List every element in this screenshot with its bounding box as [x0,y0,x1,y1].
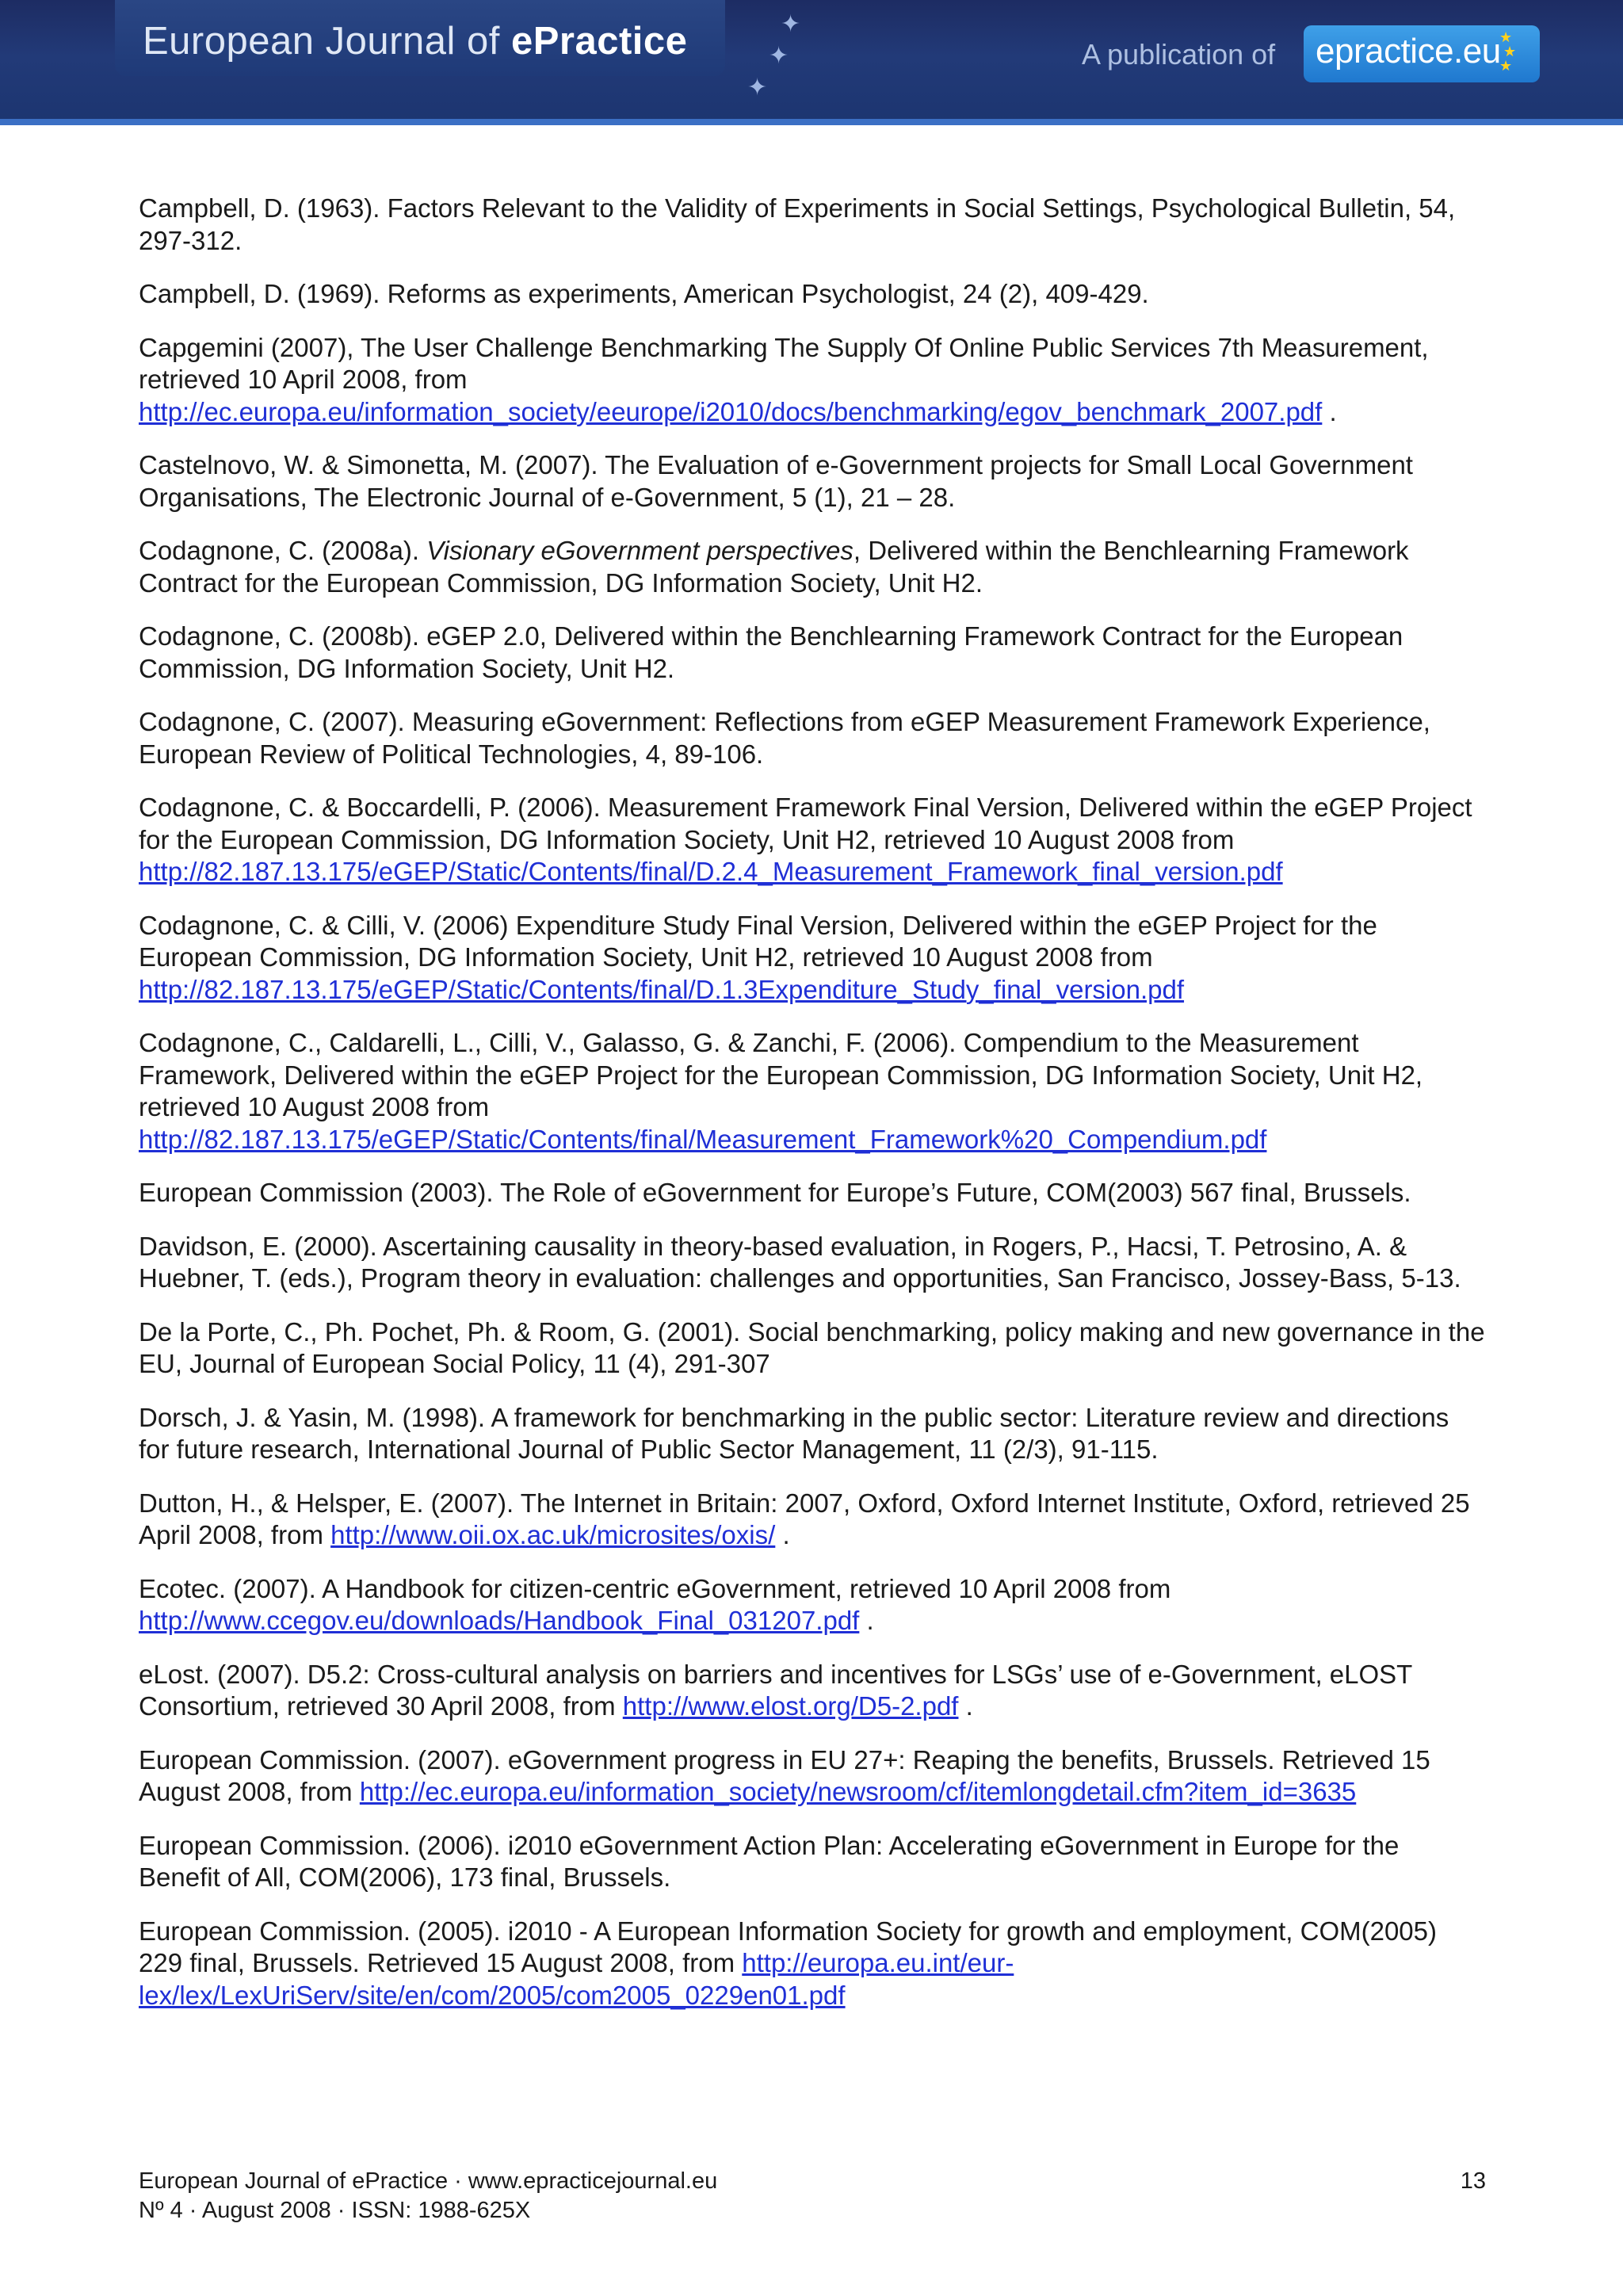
reference-list [139,193,1486,2033]
reference-entry [139,1231,1486,1295]
reference-text: European Commission. (2005). i2010 - A European Information Society for growth and employment, COM(2005) 229 final, Brussels. Retrieved 15 August 2008, from [139,1916,1437,1977]
reference-text: Campbell, D. (1963). Factors Relevant to the Validity of Experiments in Social Settings, Psychological Bulletin, 54, 297-312. [139,193,1456,255]
reference-text: Davidson, E. (2000). Ascertaining causality in theory-based evaluation, in Rogers, P., Hacsi, T. Petrosino, A. & Huebner, T. (eds.), Program theory in evaluation: challenges and opportunities, San Francisco, Jossey-Bass, 5-13. [139,1231,1461,1293]
reference-entry [139,1316,1486,1381]
page-footer [139,2167,1486,2225]
reference-entry [139,1744,1486,1809]
reference-entry [139,706,1486,770]
reference-entry [139,1027,1486,1156]
reference-entry [139,910,1486,1007]
reference-entry [139,1177,1486,1209]
journal-title [143,19,687,63]
page-number: 13 [1460,2168,1486,2194]
reference-suffix: , Delivered within the Benchlearning Framework Contract for the European Commission, DG Information Society, Unit H2. [139,536,1409,598]
reference-link[interactable]: http://ec.europa.eu/information_society/newsroom/cf/itemlongdetail.cfm?item_id=3635 [359,1777,1357,1806]
reference-text: European Commission. (2007). eGovernment progress in EU 27+: Reaping the benefits, Brussels. Retrieved 15 August 2008, from [139,1744,1430,1806]
reference-entry [139,1488,1486,1552]
journal-title-bold: ePractice [510,20,688,63]
reference-text: eLost. (2007). D5.2: Cross-cultural analysis on barriers and incentives for LSGs’ use of e-Government, eLOST Consortium, retrieved 30 April 2008, from [139,1659,1412,1721]
banner-strip [0,119,1623,125]
reference-suffix: . [958,1691,973,1721]
reference-entry [139,1573,1486,1637]
reference-text: Codagnone, C., Caldarelli, L., Cilli, V., Galasso, G. & Zanchi, F. (2006). Compendium to the Measurement Framework, Delivered within the eGEP Project for the European Commission, DG Information Society, Unit H2, retrieved 10 August 2008 from [139,1028,1423,1121]
reference-entry [139,1830,1486,1894]
reference-entry [139,449,1486,514]
footer-journal-line: European Journal of ePractice · www.epracticejournal.eu [139,2168,718,2194]
reference-suffix: . [859,1606,874,1635]
reference-entry [139,1659,1486,1723]
reference-link[interactable]: http://82.187.13.175/eGEP/Static/Contents/final/D.2.4_Measurement_Framework_final_version.pdf [139,857,1283,886]
reference-entry [139,332,1486,429]
reference-text: De la Porte, C., Ph. Pochet, Ph. & Room, G. (2001). Social benchmarking, policy making and new governance in the EU, Journal of European Social Policy, 11 (4), 291-307 [139,1316,1485,1378]
reference-text: Ecotec. (2007). A Handbook for citizen-centric eGovernment, retrieved 10 April 2008 from [139,1573,1171,1603]
logo-stars-icon: ★ ★ ★ [1499,29,1517,74]
footer-issue-line: Nº 4 · August 2008 · ISSN: 1988-625X [139,2198,531,2223]
reference-text: European Commission. (2006). i2010 eGovernment Action Plan: Accelerating eGovernment in Europe for the Benefit of All, COM(2006), 173 final, Brussels. [139,1830,1400,1892]
star-icon: ✦ [781,11,801,37]
reference-suffix: . [775,1520,790,1549]
reference-text: Codagnone, C. (2008b). eGEP 2.0, Delivered within the Benchlearning Framework Contract for the European Commission, DG Information Society, Unit H2. [139,621,1403,683]
reference-text: Codagnone, C. (2008a). [139,536,427,565]
reference-entry [139,792,1486,888]
reference-link[interactable]: http://www.elost.org/D5-2.pdf [622,1691,959,1721]
reference-link[interactable]: http://82.187.13.175/eGEP/Static/Contents/final/Measurement_Framework%20_Compendium.pdf [139,1124,1267,1154]
reference-link[interactable]: http://europa.eu.int/eur-lex/lex/LexUriServ/site/en/com/2005/com2005_0229en01.pdf [139,1948,1014,2010]
reference-entry [139,1402,1486,1466]
reference-text: Castelnovo, W. & Simonetta, M. (2007). The Evaluation of e-Government projects for Small Local Government Organisations, The Electronic Journal of e-Government, 5 (1), 21 – 28. [139,450,1413,512]
reference-text: European Commission (2003). The Role of eGovernment for Europe’s Future, COM(2003) 567 final, Brussels. [139,1178,1411,1207]
reference-link[interactable]: http://www.oii.ox.ac.uk/microsites/oxis/ [330,1520,776,1549]
star-icon: ✦ [747,74,768,101]
reference-italic-title: Visionary eGovernment perspectives [426,536,854,565]
reference-entry [139,1916,1486,2012]
publication-of-label: A publication of [1082,38,1276,71]
reference-link[interactable]: http://ec.europa.eu/information_society/eeurope/i2010/docs/benchmarking/egov_benchmark_2007.pdf [139,396,1323,426]
reference-link[interactable]: http://www.ccegov.eu/downloads/Handbook_Final_031207.pdf [139,1606,860,1635]
reference-link[interactable]: http://82.187.13.175/eGEP/Static/Contents/final/D.1.3Expenditure_Study_final_version.pdf [139,974,1185,1004]
reference-entry [139,193,1486,257]
reference-entry [139,535,1486,599]
reference-entry [139,278,1486,311]
journal-banner [0,0,1623,125]
reference-text: Codagnone, C. (2007). Measuring eGovernment: Reflections from eGEP Measurement Framework Experience, European Review of Political Technologies, 4, 89-106. [139,707,1430,769]
reference-text: Codagnone, C. & Boccardelli, P. (2006). Measurement Framework Final Version, Delivered within the eGEP Project for the European Commission, DG Information Society, Unit H2, retrieved 10 August 2008 from [139,793,1472,854]
reference-text: Dorsch, J. & Yasin, M. (1998). A framework for benchmarking in the public sector: Literature review and directions for future research, International Journal of Public Sector Management, 11 (2/3), 91-115. [139,1402,1449,1464]
reference-entry [139,621,1486,685]
reference-text: Codagnone, C. & Cilli, V. (2006) Expenditure Study Final Version, Delivered within the eGEP Project for the European Commission, DG Information Society, Unit H2, retrieved 10 August 2008 from [139,910,1377,972]
epractice-logo-text: epractice.eu [1316,32,1501,71]
reference-text: Capgemini (2007), The User Challenge Benchmarking The Supply Of Online Public Services 7th Measurement, retrieved 10 April 2008, from [139,332,1429,394]
journal-title-prefix: European Journal of [143,20,511,63]
reference-suffix: . [1322,396,1337,426]
star-icon: ✦ [769,43,789,69]
reference-text: Dutton, H., & Helsper, E. (2007). The Internet in Britain: 2007, Oxford, Oxford Internet Institute, Oxford, retrieved 25 April 2008, from [139,1488,1470,1549]
reference-text: Campbell, D. (1969). Reforms as experiments, American Psychologist, 24 (2), 409-429. [139,279,1149,308]
